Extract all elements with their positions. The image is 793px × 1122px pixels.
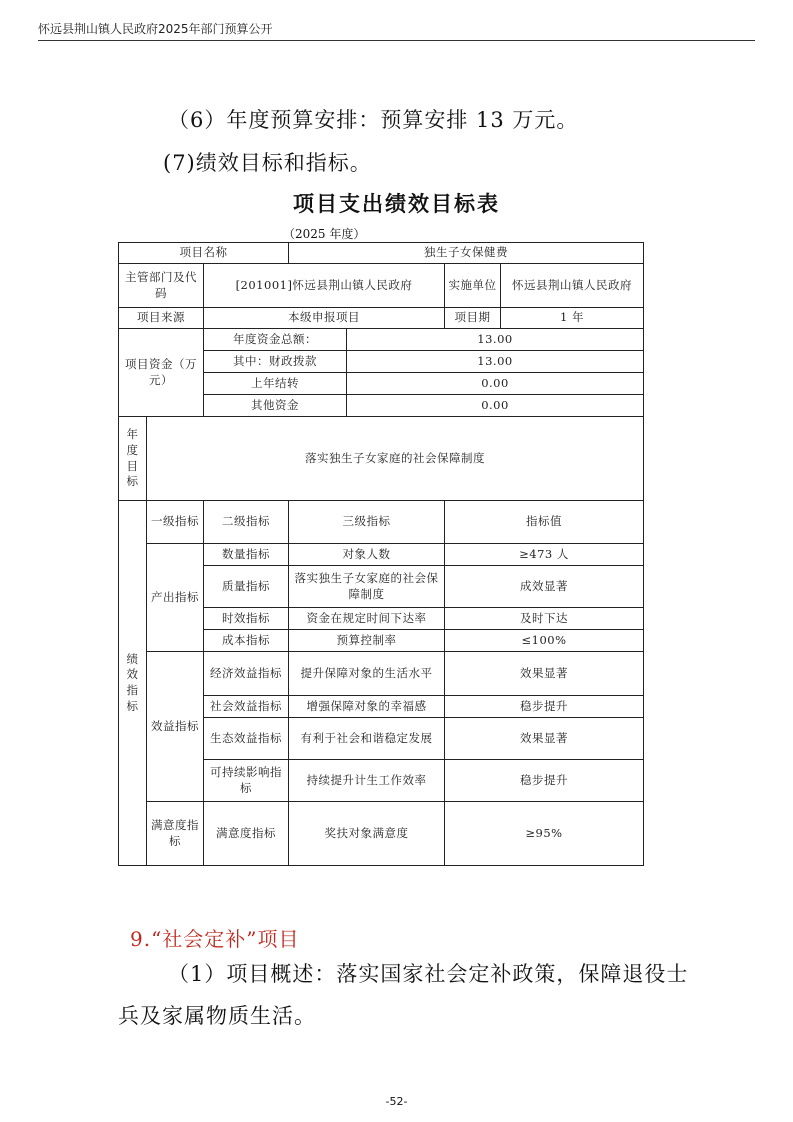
- performance-indicators-label: 绩效指标: [119, 501, 147, 866]
- level3-cell: 落实独生子女家庭的社会保障制度: [289, 566, 445, 608]
- level3-cell: 资金在规定时间下达率: [289, 608, 445, 630]
- level2-cell: 满意度指标: [204, 802, 289, 866]
- annual-goal-value: 落实独生子女家庭的社会保障制度: [147, 417, 644, 501]
- funds-row-label: 年度资金总额：: [204, 329, 347, 351]
- level2-cell: 可持续影响指标: [204, 760, 289, 802]
- table-row: [119, 243, 644, 264]
- overview-paragraph-line2: 兵及家属物质生活。: [118, 1004, 316, 1028]
- value-cell: 及时下达: [445, 608, 644, 630]
- header-level1: 一级指标: [147, 501, 204, 544]
- level2-cell: 生态效益指标: [204, 718, 289, 760]
- value-cell: ≥95%: [445, 802, 644, 866]
- funds-row-label: 其他资金: [204, 395, 347, 417]
- header-value: 指标值: [445, 501, 644, 544]
- level2-cell: 社会效益指标: [204, 696, 289, 718]
- level3-cell: 提升保障对象的生活水平: [289, 652, 445, 696]
- performance-table: [118, 242, 644, 866]
- table-row: [119, 308, 644, 329]
- page-number: -52-: [385, 1095, 408, 1108]
- funds-label: 项目资金（万元）: [119, 329, 204, 417]
- period-label: 项目期: [445, 308, 501, 329]
- value-cell: 效果显著: [445, 652, 644, 696]
- level3-cell: 有利于社会和谐稳定发展: [289, 718, 445, 760]
- project-name-label: 项目名称: [119, 243, 289, 264]
- funds-row-value: 13.00: [347, 329, 644, 351]
- level2-cell: 质量指标: [204, 566, 289, 608]
- value-cell: ≤100%: [445, 630, 644, 652]
- goal-paragraph: (7)绩效目标和指标。: [163, 151, 372, 175]
- project-name-value: 独生子女保健费: [289, 243, 644, 264]
- table-row: [119, 652, 644, 696]
- level3-cell: 奖扶对象满意度: [289, 802, 445, 866]
- value-cell: 稳步提升: [445, 760, 644, 802]
- value-cell: 稳步提升: [445, 696, 644, 718]
- period-value: 1 年: [501, 308, 644, 329]
- level2-cell: 数量指标: [204, 544, 289, 566]
- dept-label: 主管部门及代码: [119, 264, 204, 308]
- table-row: [119, 544, 644, 566]
- document-header: 怀远县荆山镇人民政府2025年部门预算公开: [38, 22, 273, 36]
- output-indicators-label: 产出指标: [147, 544, 204, 652]
- overview-paragraph-line1: （1）项目概述：落实国家社会定补政策，保障退役士: [168, 962, 689, 986]
- section-9-heading: 9.“社会定补”项目: [130, 927, 300, 951]
- table-row: [119, 501, 644, 544]
- table-row: [119, 802, 644, 866]
- level2-cell: 时效指标: [204, 608, 289, 630]
- level3-cell: 预算控制率: [289, 630, 445, 652]
- funds-row-value: 0.00: [347, 395, 644, 417]
- table-row: [119, 329, 644, 351]
- table-row: [119, 264, 644, 308]
- benefit-indicators-label: 效益指标: [147, 652, 204, 802]
- level3-cell: 对象人数: [289, 544, 445, 566]
- budget-paragraph: （6）年度预算安排：预算安排 13 万元。: [168, 108, 579, 132]
- level3-cell: 持续提升计生工作效率: [289, 760, 445, 802]
- funds-row-value: 0.00: [347, 373, 644, 395]
- level2-cell: 经济效益指标: [204, 652, 289, 696]
- header-level3: 三级指标: [289, 501, 445, 544]
- value-cell: 成效显著: [445, 566, 644, 608]
- value-cell: ≥473 人: [445, 544, 644, 566]
- table-title: 项目支出绩效目标表: [293, 192, 500, 216]
- header-level2: 二级指标: [204, 501, 289, 544]
- header-divider: [38, 40, 755, 41]
- year-note: （2025 年度）: [283, 227, 366, 241]
- funds-row-label: 其中：财政拨款: [204, 351, 347, 373]
- value-cell: 效果显著: [445, 718, 644, 760]
- level2-cell: 成本指标: [204, 630, 289, 652]
- table-row: [119, 417, 644, 501]
- annual-goal-label: 年度目标: [119, 417, 147, 501]
- impl-unit-label: 实施单位: [445, 264, 501, 308]
- source-label: 项目来源: [119, 308, 204, 329]
- funds-row-label: 上年结转: [204, 373, 347, 395]
- impl-unit-value: 怀远县荆山镇人民政府: [501, 264, 644, 308]
- funds-row-value: 13.00: [347, 351, 644, 373]
- satisfaction-indicators-label: 满意度指标: [147, 802, 204, 866]
- level3-cell: 增强保障对象的幸福感: [289, 696, 445, 718]
- dept-value: [201001]怀远县荆山镇人民政府: [204, 264, 445, 308]
- source-value: 本级申报项目: [204, 308, 445, 329]
